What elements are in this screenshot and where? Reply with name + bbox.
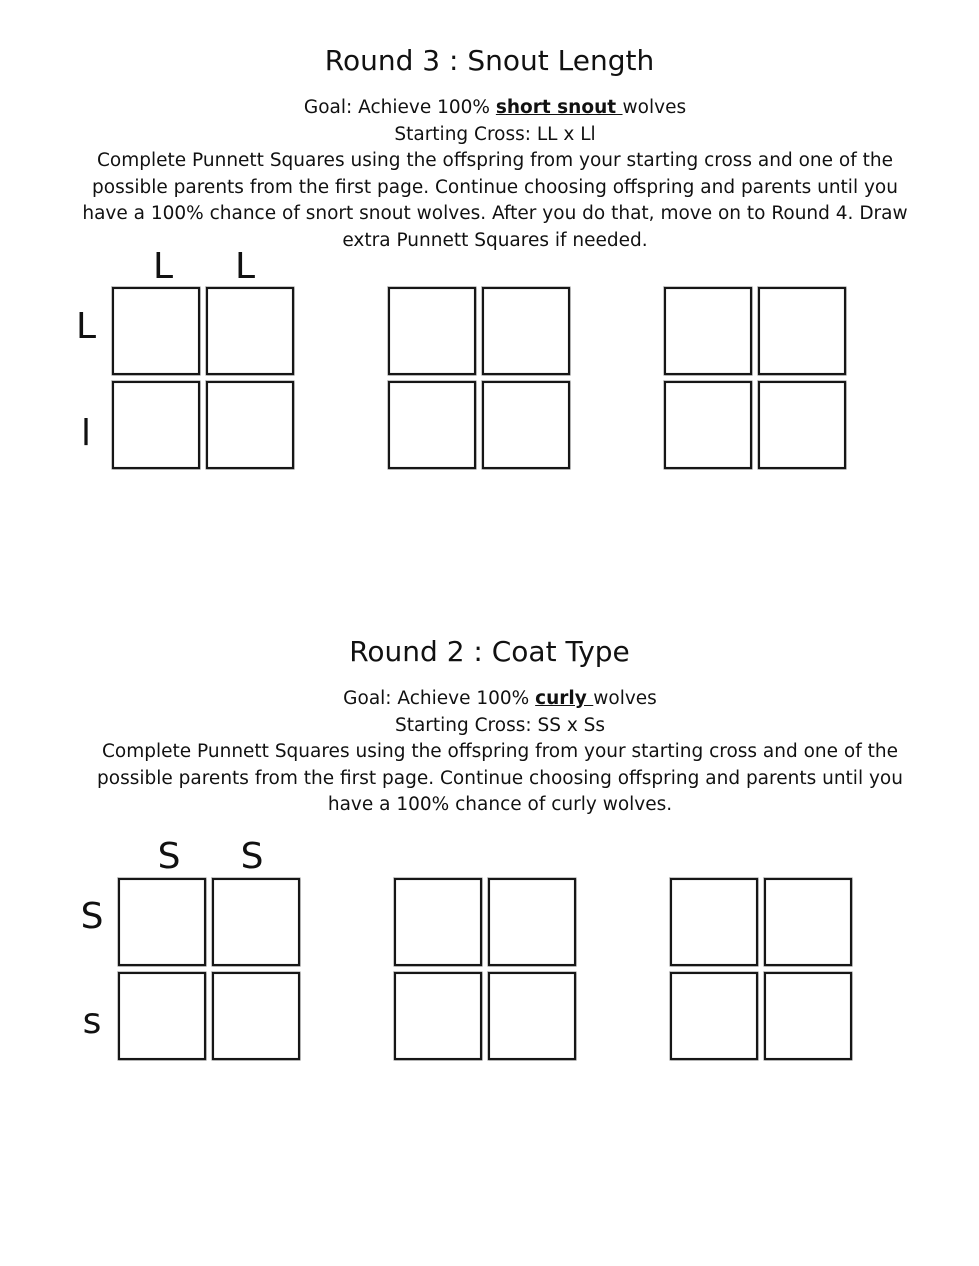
side-allele-1: L bbox=[75, 306, 97, 347]
round-instructions bbox=[70, 95, 920, 254]
punnett-cell[interactable] bbox=[482, 287, 570, 375]
round-instructions bbox=[75, 686, 925, 819]
round-title: Round 3 : Snout Length bbox=[324, 44, 655, 77]
punnett-square-1[interactable] bbox=[112, 287, 298, 473]
punnett-cell[interactable] bbox=[212, 878, 300, 966]
punnett-cell[interactable] bbox=[118, 972, 206, 1060]
top-allele-1: S bbox=[157, 836, 181, 877]
side-allele-2: l bbox=[80, 413, 91, 454]
punnett-cell[interactable] bbox=[482, 381, 570, 469]
goal-emphasis: curly bbox=[535, 688, 594, 709]
punnett-cell[interactable] bbox=[488, 972, 576, 1060]
starting-cross: Starting Cross: LL x Ll bbox=[394, 123, 596, 145]
punnett-cell[interactable] bbox=[670, 972, 758, 1060]
punnett-cell[interactable] bbox=[758, 287, 846, 375]
punnett-square-2[interactable] bbox=[388, 287, 574, 473]
punnett-square-3[interactable] bbox=[664, 287, 850, 473]
goal-line bbox=[70, 95, 920, 122]
punnett-square-2[interactable] bbox=[394, 878, 580, 1064]
goal-suffix: wolves bbox=[622, 97, 687, 118]
goal-line bbox=[75, 686, 925, 713]
goal-emphasis: short snout bbox=[495, 97, 623, 118]
punnett-cell[interactable] bbox=[394, 878, 482, 966]
punnett-cell[interactable] bbox=[388, 287, 476, 375]
punnett-cell[interactable] bbox=[670, 878, 758, 966]
punnett-cell[interactable] bbox=[764, 878, 852, 966]
starting-cross: Starting Cross: SS x Ss bbox=[394, 714, 606, 736]
punnett-cell[interactable] bbox=[394, 972, 482, 1060]
punnett-cell[interactable] bbox=[118, 878, 206, 966]
punnett-square-3[interactable] bbox=[670, 878, 856, 1064]
goal-prefix: Goal: Achieve 100% bbox=[303, 97, 496, 118]
punnett-cell[interactable] bbox=[112, 287, 200, 375]
top-allele-2: S bbox=[240, 836, 264, 877]
punnett-cell[interactable] bbox=[758, 381, 846, 469]
punnett-cell[interactable] bbox=[664, 287, 752, 375]
top-allele-2: L bbox=[234, 246, 256, 287]
punnett-cell[interactable] bbox=[664, 381, 752, 469]
punnett-square-1[interactable] bbox=[118, 878, 304, 1064]
punnett-cell[interactable] bbox=[206, 381, 294, 469]
goal-suffix: wolves bbox=[593, 688, 657, 709]
punnett-cell[interactable] bbox=[764, 972, 852, 1060]
side-allele-2: s bbox=[82, 1001, 102, 1042]
punnett-cell[interactable] bbox=[388, 381, 476, 469]
punnett-cell[interactable] bbox=[206, 287, 294, 375]
instructions-text: Complete Punnett Squares using the offspring from your starting cross and one of the possible parents from the first page. Continue choosing offspring and parents until you have a 100% chance of snort snout wolves. After you do that, move on to Round 4. Draw extra Punnett Squares if needed. bbox=[82, 150, 908, 251]
punnett-cell[interactable] bbox=[112, 381, 200, 469]
punnett-cell[interactable] bbox=[488, 878, 576, 966]
side-allele-1: S bbox=[80, 896, 104, 937]
top-allele-1: L bbox=[152, 246, 174, 287]
goal-prefix: Goal: Achieve 100% bbox=[343, 688, 536, 709]
instructions-text: Complete Punnett Squares using the offspring from your starting cross and one of the possible parents from the first page. Continue choosing offspring and parents until you have a 100% chance of curly wolves. bbox=[97, 741, 903, 815]
round-title: Round 2 : Coat Type bbox=[349, 635, 630, 668]
punnett-cell[interactable] bbox=[212, 972, 300, 1060]
